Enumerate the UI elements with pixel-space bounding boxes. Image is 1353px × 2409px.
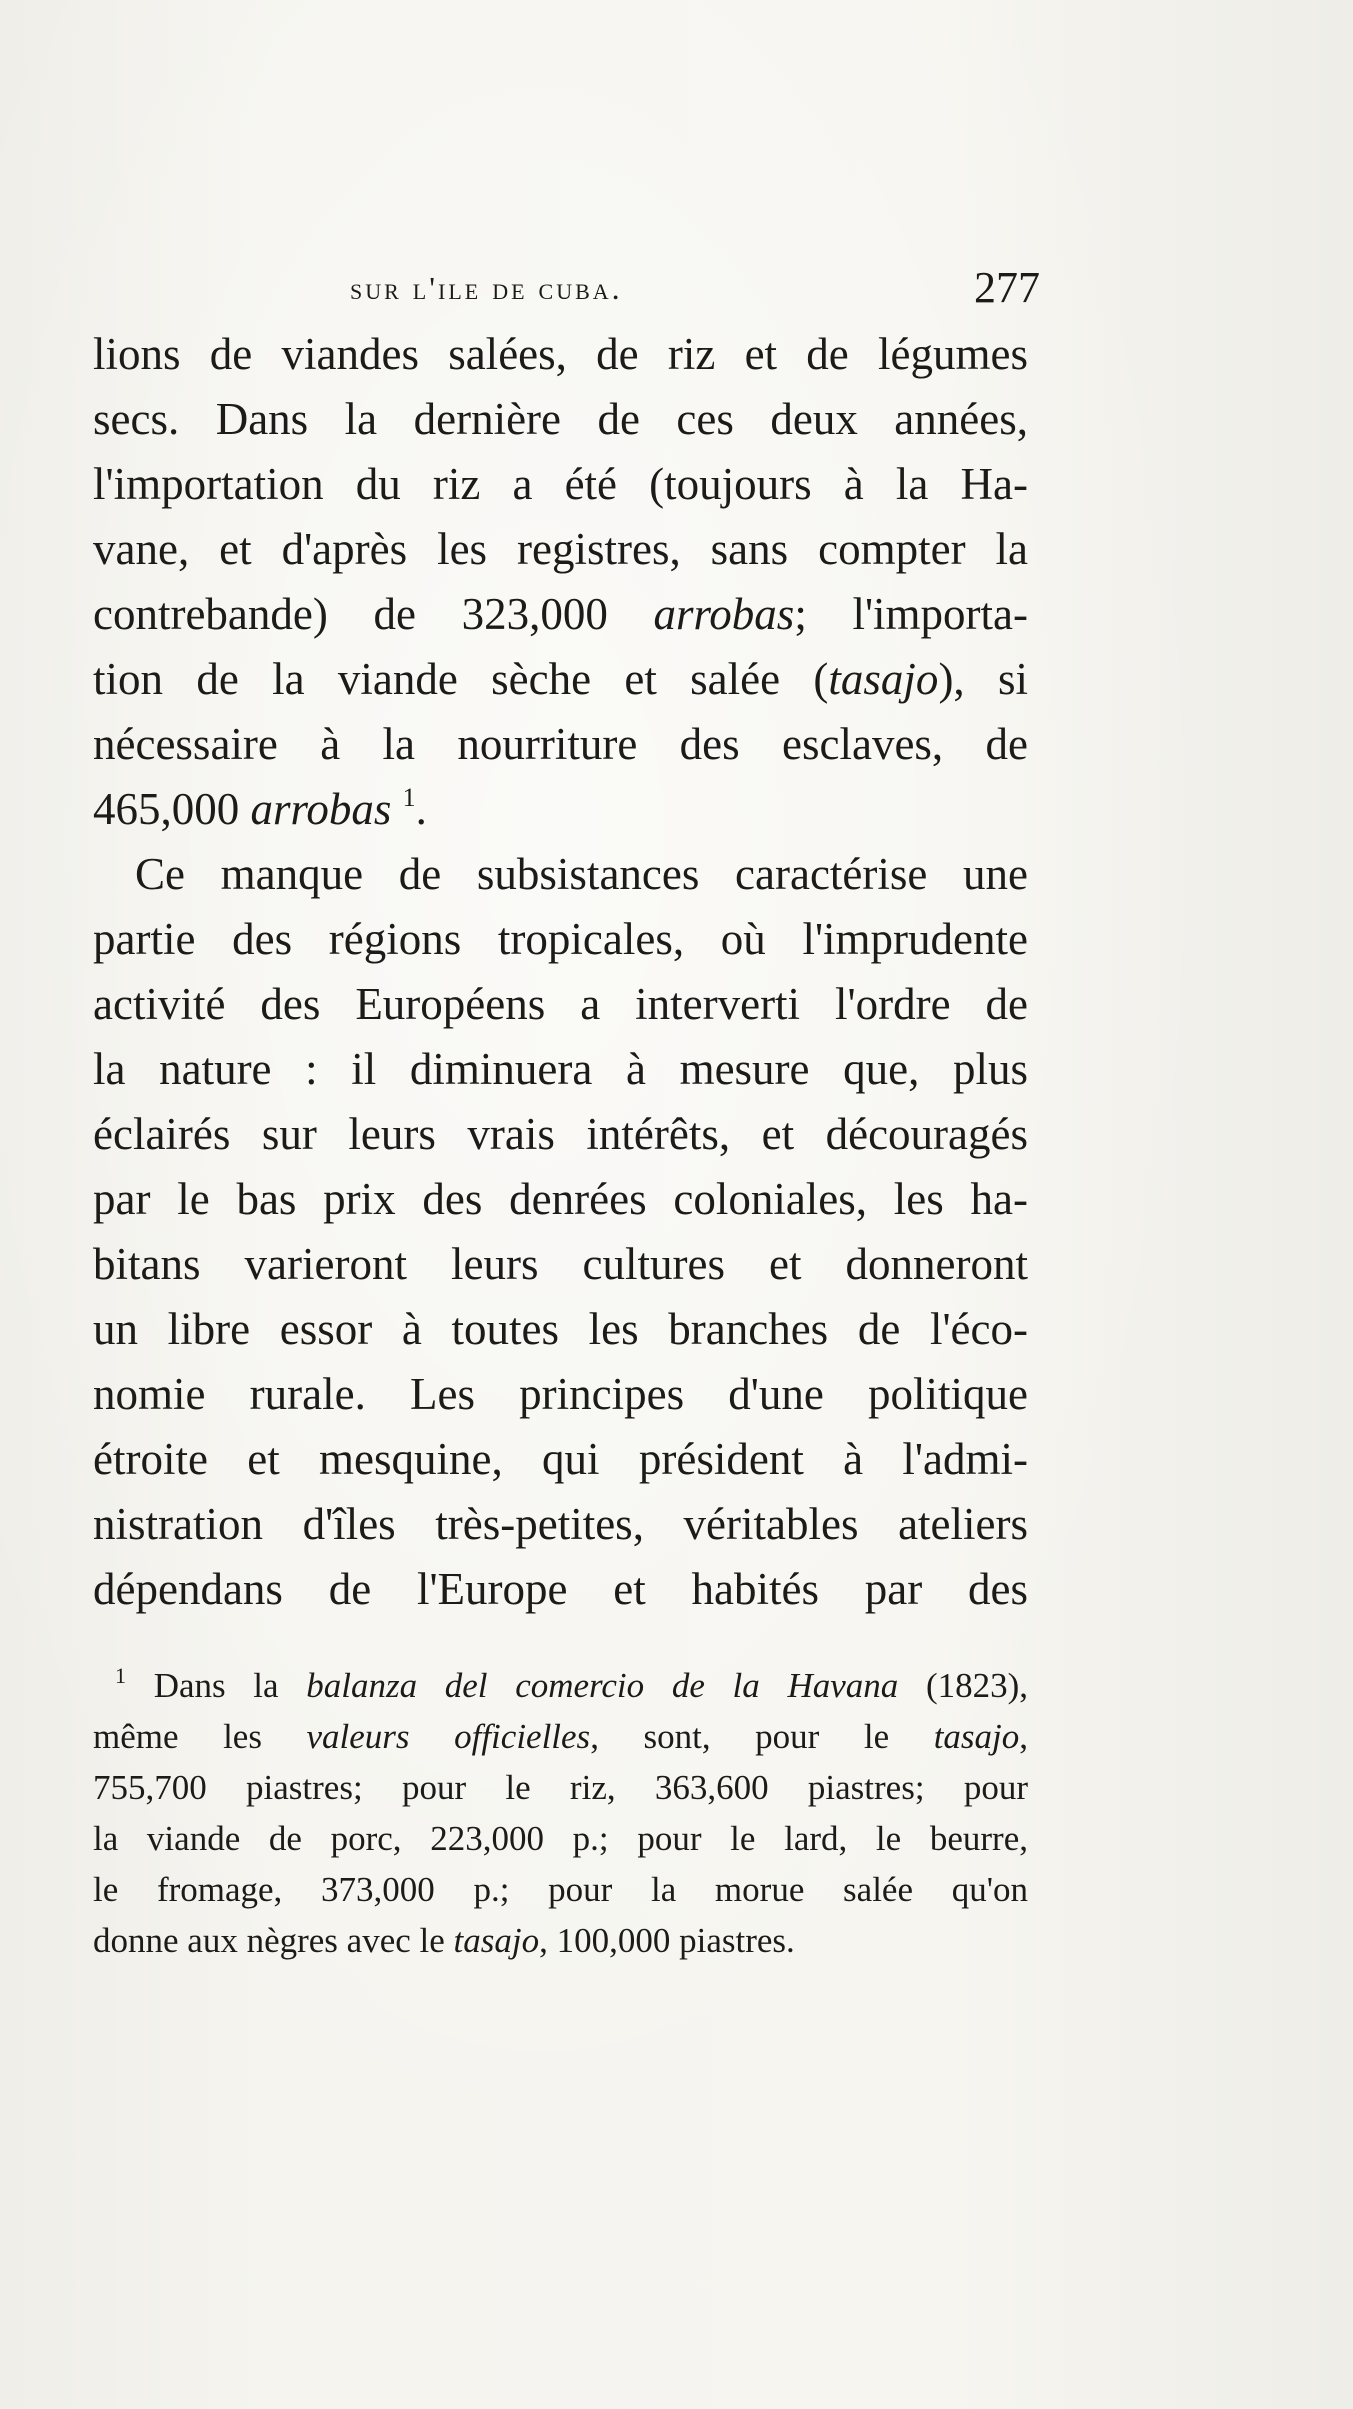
- text-line: nomie rurale. Les principes d'une politique: [93, 1369, 1028, 1419]
- footnote-reference: 1: [402, 783, 416, 812]
- text-line: nécessaire à la nourriture des esclaves, de: [93, 719, 1028, 769]
- footnote-marker: 1: [115, 1663, 126, 1688]
- footnote-line: donne aux nègres avec le tasajo, 100,000 piastres.: [93, 1921, 795, 1960]
- text-line: vane, et d'après les registres, sans compter la: [93, 524, 1028, 574]
- text-line: un libre essor à toutes les branches de l'éco-: [93, 1304, 1028, 1354]
- text-line: nistration d'îles très-petites, véritables ateliers: [93, 1499, 1028, 1549]
- footnote-line: le fromage, 373,000 p.; pour la morue salée qu'on: [93, 1870, 1028, 1909]
- footnote: [93, 1660, 1028, 1966]
- running-title: sur l'ile de cuba.: [350, 270, 623, 306]
- text-line: contrebande) de 323,000 arrobas; l'importa-: [93, 589, 1029, 639]
- text-line: bitans varieront leurs cultures et donneront: [93, 1239, 1028, 1289]
- text-line: lions de viandes salées, de riz et de légumes: [93, 329, 1028, 379]
- text-line: secs. Dans la dernière de ces deux années,: [93, 394, 1028, 444]
- text-line: Ce manque de subsistances caractérise une: [135, 849, 1028, 899]
- text-line: partie des régions tropicales, où l'imprudente: [93, 914, 1028, 964]
- text-line: 465,000 arrobas $^1$.: [93, 783, 427, 834]
- page-header: [350, 262, 1040, 322]
- page-number: 277: [974, 263, 1040, 312]
- main-text: [93, 322, 1028, 1622]
- text-line: dépendans de l'Europe et habités par des: [93, 1564, 1028, 1614]
- footnote-line: la viande de porc, 223,000 p.; pour le lard, le beurre,: [93, 1819, 1028, 1858]
- text-line: étroite et mesquine, qui président à l'admi-: [93, 1434, 1028, 1484]
- text-line: la nature : il diminuera à mesure que, plus: [93, 1044, 1028, 1094]
- text-line: tion de la viande sèche et salée (tasajo), si: [93, 654, 1028, 704]
- footnote-line: même les valeurs officielles, sont, pour le tasajo,: [93, 1717, 1029, 1756]
- footnote-line: 755,700 piastres; pour le riz, 363,600 piastres; pour: [93, 1768, 1028, 1807]
- text-line: activité des Européens a interverti l'ordre de: [93, 979, 1028, 1029]
- text-line: l'importation du riz a été (toujours à la Ha-: [93, 459, 1028, 509]
- text-line: éclairés sur leurs vrais intérêts, et découragés: [93, 1109, 1028, 1159]
- footnote-line: $^1$ Dans la balanza del comercio de la Havana (1823),: [115, 1663, 1029, 1705]
- text-line: par le bas prix des denrées coloniales, les ha-: [93, 1174, 1028, 1224]
